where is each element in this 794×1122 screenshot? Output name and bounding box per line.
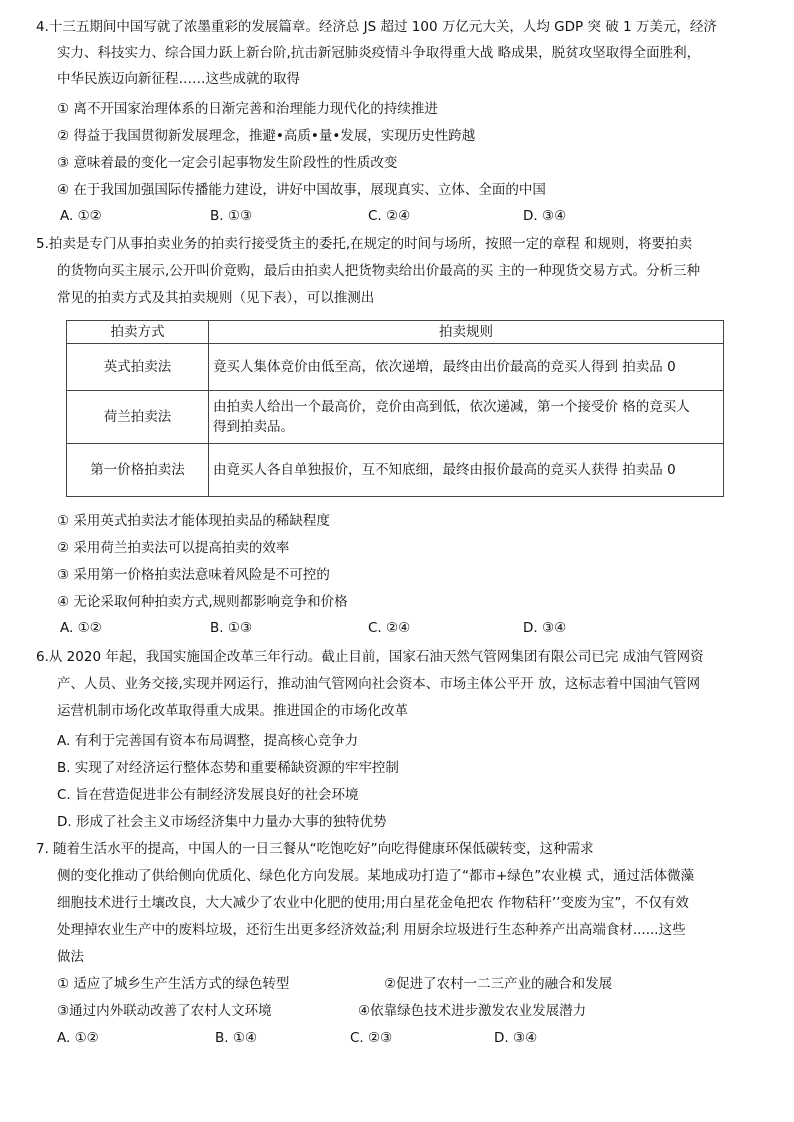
q5-statement-3: ③ 采用第一价格拍卖法意味着风险是不可控的: [57, 567, 330, 583]
table-header-row: [67, 321, 724, 344]
q4-statement-1: ① 离不开国家治理体系的日渐完善和治理能力现代化的持续推进: [57, 101, 438, 117]
q7-choice-c[interactable]: C. ②③: [350, 1030, 393, 1046]
q7-stem-line-2: 侧的变化推动了供给侧向优质化、绿色化方向发展。某地成功打造了“都市+绿色”农业模 式，通过活体微藻: [57, 868, 695, 884]
q7-stem-line-5: 做法: [57, 949, 84, 965]
table-header-rule: 拍卖规则: [209, 321, 724, 344]
q5-stem-line-2: 的货物向买主展示,公开叫价竟购，最后由拍卖人把货物卖给出价最高的买 主的一种现货交易方式。分析三种: [57, 263, 701, 279]
q7-choices: [0, 1028, 700, 1048]
q7-stem-line-3: 细胞技术进行土壤改良，大大减少了农业中化肥的使用;用白星花金龟把农 作物秸秆’’变废为宝”，不仅有效: [57, 895, 689, 911]
table-cell-method: 荷兰拍卖法: [67, 391, 209, 444]
q6-option-b[interactable]: B. 实现了对经济运行整体态势和重要稀缺资源的牢牢控制: [57, 760, 399, 776]
table-row: [67, 391, 724, 444]
table-row: [67, 444, 724, 497]
table-cell-rule-line: 得到拍卖品。: [213, 419, 294, 435]
table-cell-rule: 由竟买人各自单独报价，互不知底细，最终由报价最高的竞买人获得 拍卖品 0: [209, 444, 724, 497]
q7-choice-b[interactable]: B. ①④: [215, 1030, 258, 1046]
table-cell-rule-line: 由拍卖人给出一个最高价，竞价由高到低，依次递减，第一个接受价 格的竞买人: [213, 399, 690, 415]
q4-choice-c[interactable]: C. ②④: [368, 208, 411, 224]
q7-statement-row-2: [0, 1001, 700, 1021]
q4-statement-3: ③ 意味着最的变化一定会引起事物发生阶段性的性质改变: [57, 155, 398, 171]
q4-stem-line-2: 实力、科技实力、综合国力跃上新台阶,抗击新冠肺炎疫情斗争取得重大战 略成果，脱贫攻坚取得全面胜利，: [57, 45, 701, 61]
q7-statement-2: ②促进了农村一二三产业的融合和发展: [384, 976, 613, 992]
q5-stem-line-3: 常见的拍卖方式及其拍卖规则（见下表），可以推测出: [57, 290, 375, 306]
table-cell-method: 英式拍卖法: [67, 344, 209, 391]
q5-choice-a[interactable]: A. ①②: [60, 620, 102, 636]
q7-choice-a[interactable]: A. ①②: [57, 1030, 99, 1046]
q6-stem-line-3: 运营机制市场化改革取得重大成果。推进国企的市场化改革: [57, 703, 408, 719]
q6-option-d[interactable]: D. 形成了社会主义市场经济集中力量办大事的独特优势: [57, 814, 387, 830]
q5-choice-d[interactable]: D. ③④: [523, 620, 567, 636]
q6-option-a[interactable]: A. 有利于完善国有资本布局调整，提高核心竞争力: [57, 733, 359, 749]
q5-statement-2: ② 采用荷兰拍卖法可以提高拍卖的效率: [57, 540, 290, 556]
q5-statement-4: ④ 无论采取何种拍卖方式,规则都影响竞争和价格: [57, 594, 348, 610]
q5-stem-line-1: 5.拍卖是专门从事拍卖业务的拍卖行接受货主的委托,在规定的时间与场所，按照一定的章程 和规则，将要拍卖: [36, 236, 692, 252]
q4-stem-line-1: 4.十三五期间中国写就了浓墨重彩的发展篇章。经济总 JS 超过 100 万亿元大关，人均 GDP 突 破 1 万美元，经济: [36, 19, 717, 35]
q5-statement-1: ① 采用英式拍卖法才能体现拍卖品的稀缺程度: [57, 513, 330, 529]
q4-statement-4: ④ 在于我国加强国际传播能力建设，讲好中国故事，展现真实、立体、全面的中国: [57, 182, 546, 198]
table-cell-method: 第一价格拍卖法: [67, 444, 209, 497]
q7-stem-line-1: 7. 随着生活水平的提高，中国人的一日三餐从“吃饱吃好”向吃得健康环保低碳转变，这种需求: [36, 841, 594, 857]
q5-choice-b[interactable]: B. ①③: [210, 620, 253, 636]
q7-statement-1: ① 适应了城乡生产生活方式的绿色转型: [57, 976, 290, 992]
q5-choice-c[interactable]: C. ②④: [368, 620, 411, 636]
q4-stem-line-3: 中华民族迈向新征程……这些成就的取得: [57, 71, 300, 87]
table-cell-rule: 竟买人集体竞价由低至高，依次递増，最终由出价最高的竞买人得到 拍卖品 0: [209, 344, 724, 391]
q6-option-c[interactable]: C. 旨在营造促进非公有制经济发展良好的社会环境: [57, 787, 359, 803]
q5-choices: [0, 618, 700, 638]
q6-stem-line-1: 6.从 2020 年起，我国实施国企改革三年行动。截止目前，国家石油天然气管网集团有限公司已完 成油气管网资: [36, 649, 704, 665]
q7-statement-row-1: [0, 974, 700, 994]
q4-choices: [0, 206, 700, 226]
table-header-method: 拍卖方式: [67, 321, 209, 344]
q7-stem-line-4: 处理掉农业生产中的废料垃圾，还衍生出更多经济效益;利 用厨余垃圾进行生态种养产出高端食材......这些: [57, 922, 686, 938]
q4-choice-a[interactable]: A. ①②: [60, 208, 102, 224]
q7-statement-4: ④依靠绿色技术进步激发农业发展潜力: [358, 1003, 587, 1019]
auction-rules-table: [66, 320, 724, 497]
table-cell-rule: [209, 391, 724, 444]
q7-choice-d[interactable]: D. ③④: [494, 1030, 538, 1046]
q4-statement-2: ② 得益于我国贯彻新发展理念，推避•高质•量•发展，实现历史性跨越: [57, 128, 476, 144]
table-row: [67, 344, 724, 391]
q4-choice-d[interactable]: D. ③④: [523, 208, 567, 224]
q4-choice-b[interactable]: B. ①③: [210, 208, 253, 224]
q6-stem-line-2: 产、人员、业务交接,实现并网运行，推动油气管网向社会资本、市场主体公平开 放，这标志着中国油气管网: [57, 676, 701, 692]
q7-statement-3: ③通过内外联动改善了农村人文环境: [57, 1003, 272, 1019]
